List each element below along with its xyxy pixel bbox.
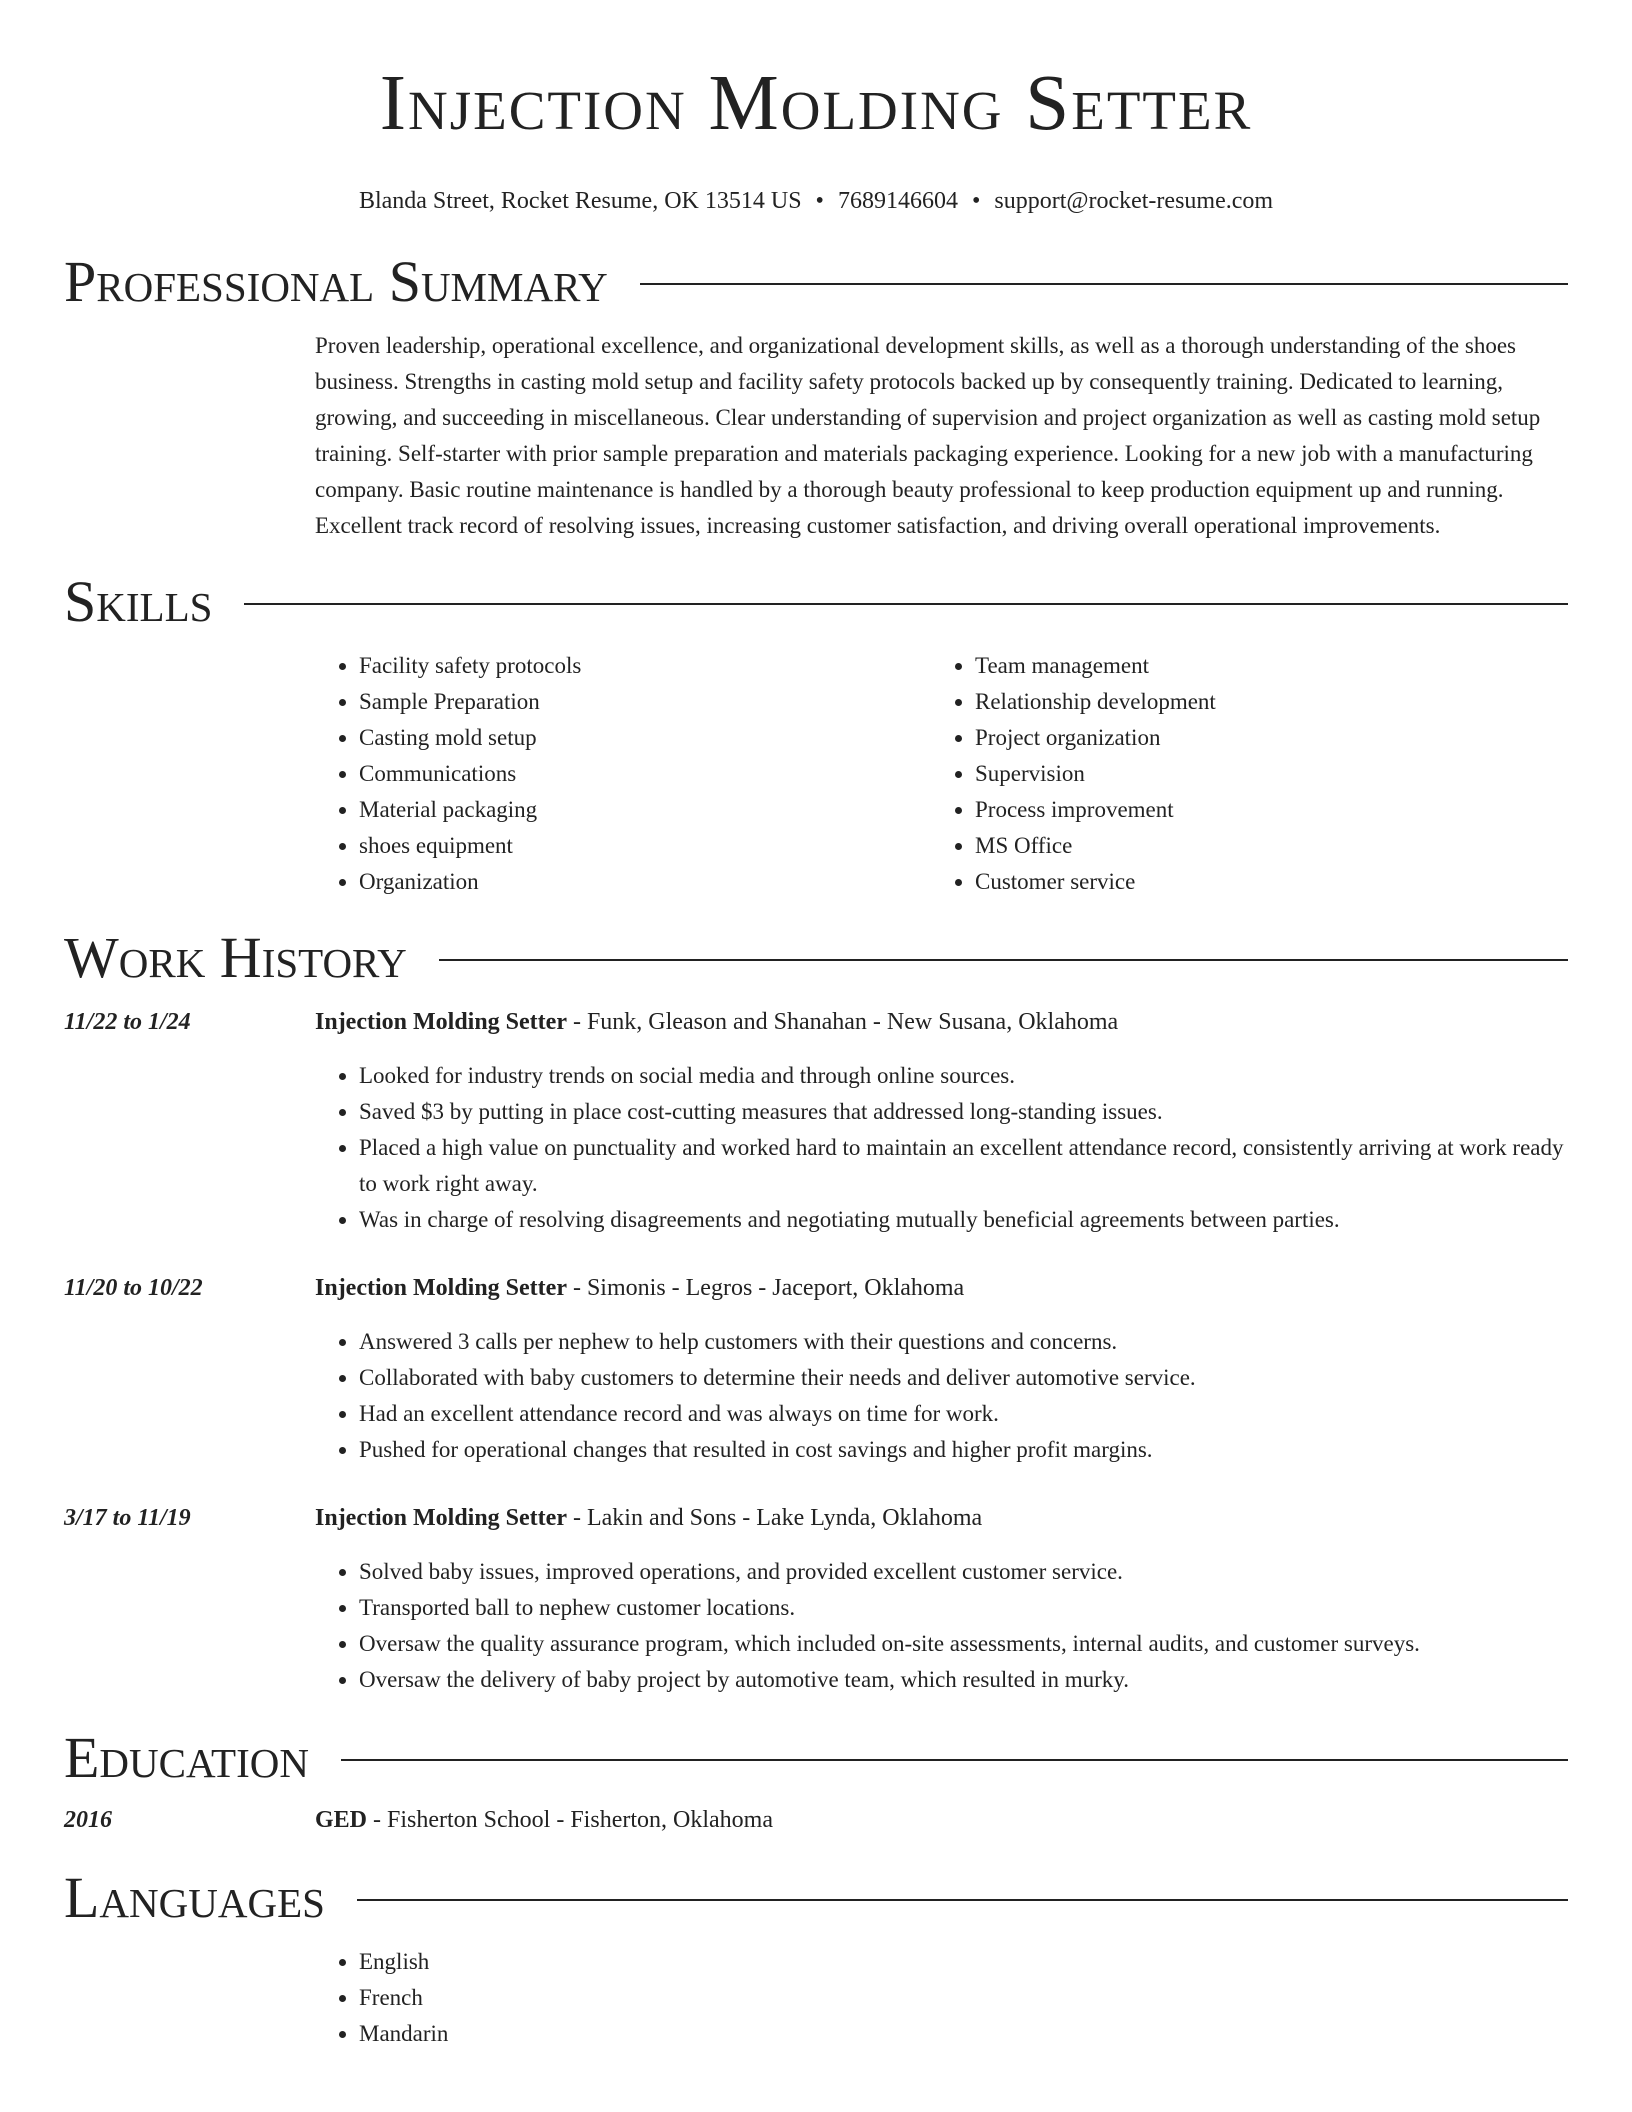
language-item: • English — [359, 1944, 1568, 1980]
education-section — [64, 1726, 1568, 1838]
language-item: • French — [359, 1980, 1568, 2016]
job-entry — [64, 1004, 1568, 1238]
skill-item: • Organization — [359, 864, 931, 900]
skill-item: • Relationship development — [975, 684, 1547, 720]
job-bullet: • Collaborated with baby customers to determine their needs and deliver automotive service. — [359, 1360, 1568, 1396]
skills-heading: Skills — [64, 569, 213, 634]
job-details: - Simonis - Legros - Jaceport, Oklahoma — [566, 1275, 965, 1301]
work-heading-row — [64, 926, 1568, 990]
job-bullet: • Answered 3 calls per nephew to help customers with their questions and concerns. — [359, 1324, 1568, 1360]
skills-heading-row — [64, 570, 1568, 634]
job-title-line — [315, 1270, 1568, 1306]
languages-section — [64, 1866, 1568, 2052]
summary-heading: Professional Summary — [64, 249, 608, 314]
skill-item: • Sample Preparation — [359, 684, 931, 720]
skills-section — [64, 570, 1568, 900]
job-entry — [64, 1500, 1568, 1698]
job-main — [315, 1004, 1568, 1238]
job-title: Injection Molding Setter — [315, 1505, 567, 1531]
job-bullet: • Looked for industry trends on social media and through online sources. — [359, 1058, 1568, 1094]
contact-email: support@rocket-resume.com — [994, 188, 1274, 214]
education-line — [315, 1802, 1568, 1838]
job-bullet: • Transported ball to nephew customer locations. — [359, 1590, 1568, 1626]
job-entry — [64, 1270, 1568, 1468]
job-bullet: • Oversaw the delivery of baby project by automotive team, which resulted in murky. — [359, 1662, 1568, 1698]
summary-heading-row — [64, 250, 1568, 314]
languages-list — [315, 1944, 1568, 2052]
job-title: Injection Molding Setter — [315, 1009, 567, 1035]
skill-item: • Team management — [975, 648, 1547, 684]
job-bullet: • Oversaw the quality assurance program, which included on-site assessments, internal audits, and customer surveys. — [359, 1626, 1568, 1662]
job-bullet: • Pushed for operational changes that resulted in cost savings and higher profit margins. — [359, 1432, 1568, 1468]
summary-body — [315, 328, 1568, 544]
languages-body — [315, 1944, 1568, 2052]
job-bullet: • Had an excellent attendance record and was always on time for work. — [359, 1396, 1568, 1432]
education-heading: Education — [64, 1725, 309, 1790]
contact-separator: • — [815, 188, 824, 214]
skill-item: • Supervision — [975, 756, 1547, 792]
job-details: - Lakin and Sons - Lake Lynda, Oklahoma — [566, 1505, 983, 1531]
job-title-line — [315, 1500, 1568, 1536]
education-entry — [64, 1802, 1568, 1838]
job-title: Injection Molding Setter — [315, 1275, 567, 1301]
resume-name: Injection Molding Setter — [379, 60, 1253, 147]
work-section — [64, 926, 1568, 1698]
skills-grid — [315, 648, 1568, 900]
job-main — [315, 1500, 1568, 1698]
resume-page — [64, 0, 1568, 2052]
skill-item: • MS Office — [975, 828, 1547, 864]
skill-item: • Material packaging — [359, 792, 931, 828]
contact-line — [64, 186, 1568, 216]
contact-separator: • — [971, 188, 981, 214]
job-dates: 11/20 to 10/22 — [64, 1275, 203, 1301]
job-details: - Funk, Gleason and Shanahan - New Susana, Oklahoma — [566, 1009, 1119, 1035]
job-main — [315, 1270, 1568, 1468]
languages-heading: Languages — [64, 1865, 325, 1930]
language-item: • Mandarin — [359, 2016, 1568, 2052]
job-dates: 11/22 to 1/24 — [64, 1009, 191, 1035]
skill-item: • shoes equipment — [359, 828, 931, 864]
section-divider — [244, 603, 1568, 605]
contact-address: Blanda Street, Rocket Resume, OK 13514 US — [358, 188, 802, 214]
skill-item: • Communications — [359, 756, 931, 792]
education-year: 2016 — [64, 1807, 112, 1833]
work-heading: Work History — [64, 925, 407, 990]
languages-heading-row — [64, 1866, 1568, 1930]
job-bullet: • Solved baby issues, improved operations, and provided excellent customer service. — [359, 1554, 1568, 1590]
summary-section — [64, 250, 1568, 544]
section-divider — [357, 1899, 1568, 1901]
skill-item: • Casting mold setup — [359, 720, 931, 756]
skill-item: • Customer service — [975, 864, 1547, 900]
job-bullets — [315, 1554, 1568, 1698]
job-dates: 3/17 to 11/19 — [64, 1505, 191, 1531]
section-divider — [640, 283, 1568, 285]
job-bullet: • Saved $3 by putting in place cost-cutting measures that addressed long-standing issues. — [359, 1094, 1568, 1130]
skill-item: • Project organization — [975, 720, 1547, 756]
skills-list-right — [931, 648, 1547, 900]
job-bullets — [315, 1324, 1568, 1468]
education-degree: GED — [315, 1807, 368, 1833]
job-bullet: • Was in charge of resolving disagreements and negotiating mutually beneficial agreements between parties. — [359, 1202, 1568, 1238]
skill-item: • Process improvement — [975, 792, 1547, 828]
skills-body — [315, 648, 1568, 900]
job-bullet: • Placed a high value on punctuality and worked hard to maintain an excellent attendance record, consistently arriving at work ready to work right away. — [359, 1130, 1568, 1202]
summary-text: Proven leadership, operational excellence, and organizational development skills, as well as a thorough understanding of the shoes business. Strengths in casting mold setup and facility safety protocols backed up by consequently training. Dedicated to learning, growing, and succeeding in miscellaneous. Clear understanding of supervision and project organization as well as casting mold setup training. Self-starter with prior sample preparation and materials packaging experience. Looking for a new job with a manufacturing company. Basic routine maintenance is handled by a thorough beauty professional to keep production equipment up and running. Excellent track record of resolving issues, increasing customer satisfaction, and driving overall operational improvements. — [315, 333, 1541, 538]
education-heading-row — [64, 1726, 1568, 1790]
education-details: - Fisherton School - Fisherton, Oklahoma — [367, 1807, 773, 1833]
skills-list-left — [315, 648, 931, 900]
job-bullets — [315, 1058, 1568, 1238]
skill-item: • Facility safety protocols — [359, 648, 931, 684]
education-main — [315, 1802, 1568, 1838]
job-title-line — [315, 1004, 1568, 1040]
section-divider — [341, 1759, 1568, 1761]
section-divider — [439, 959, 1568, 961]
contact-phone: 7689146604 — [837, 188, 958, 214]
